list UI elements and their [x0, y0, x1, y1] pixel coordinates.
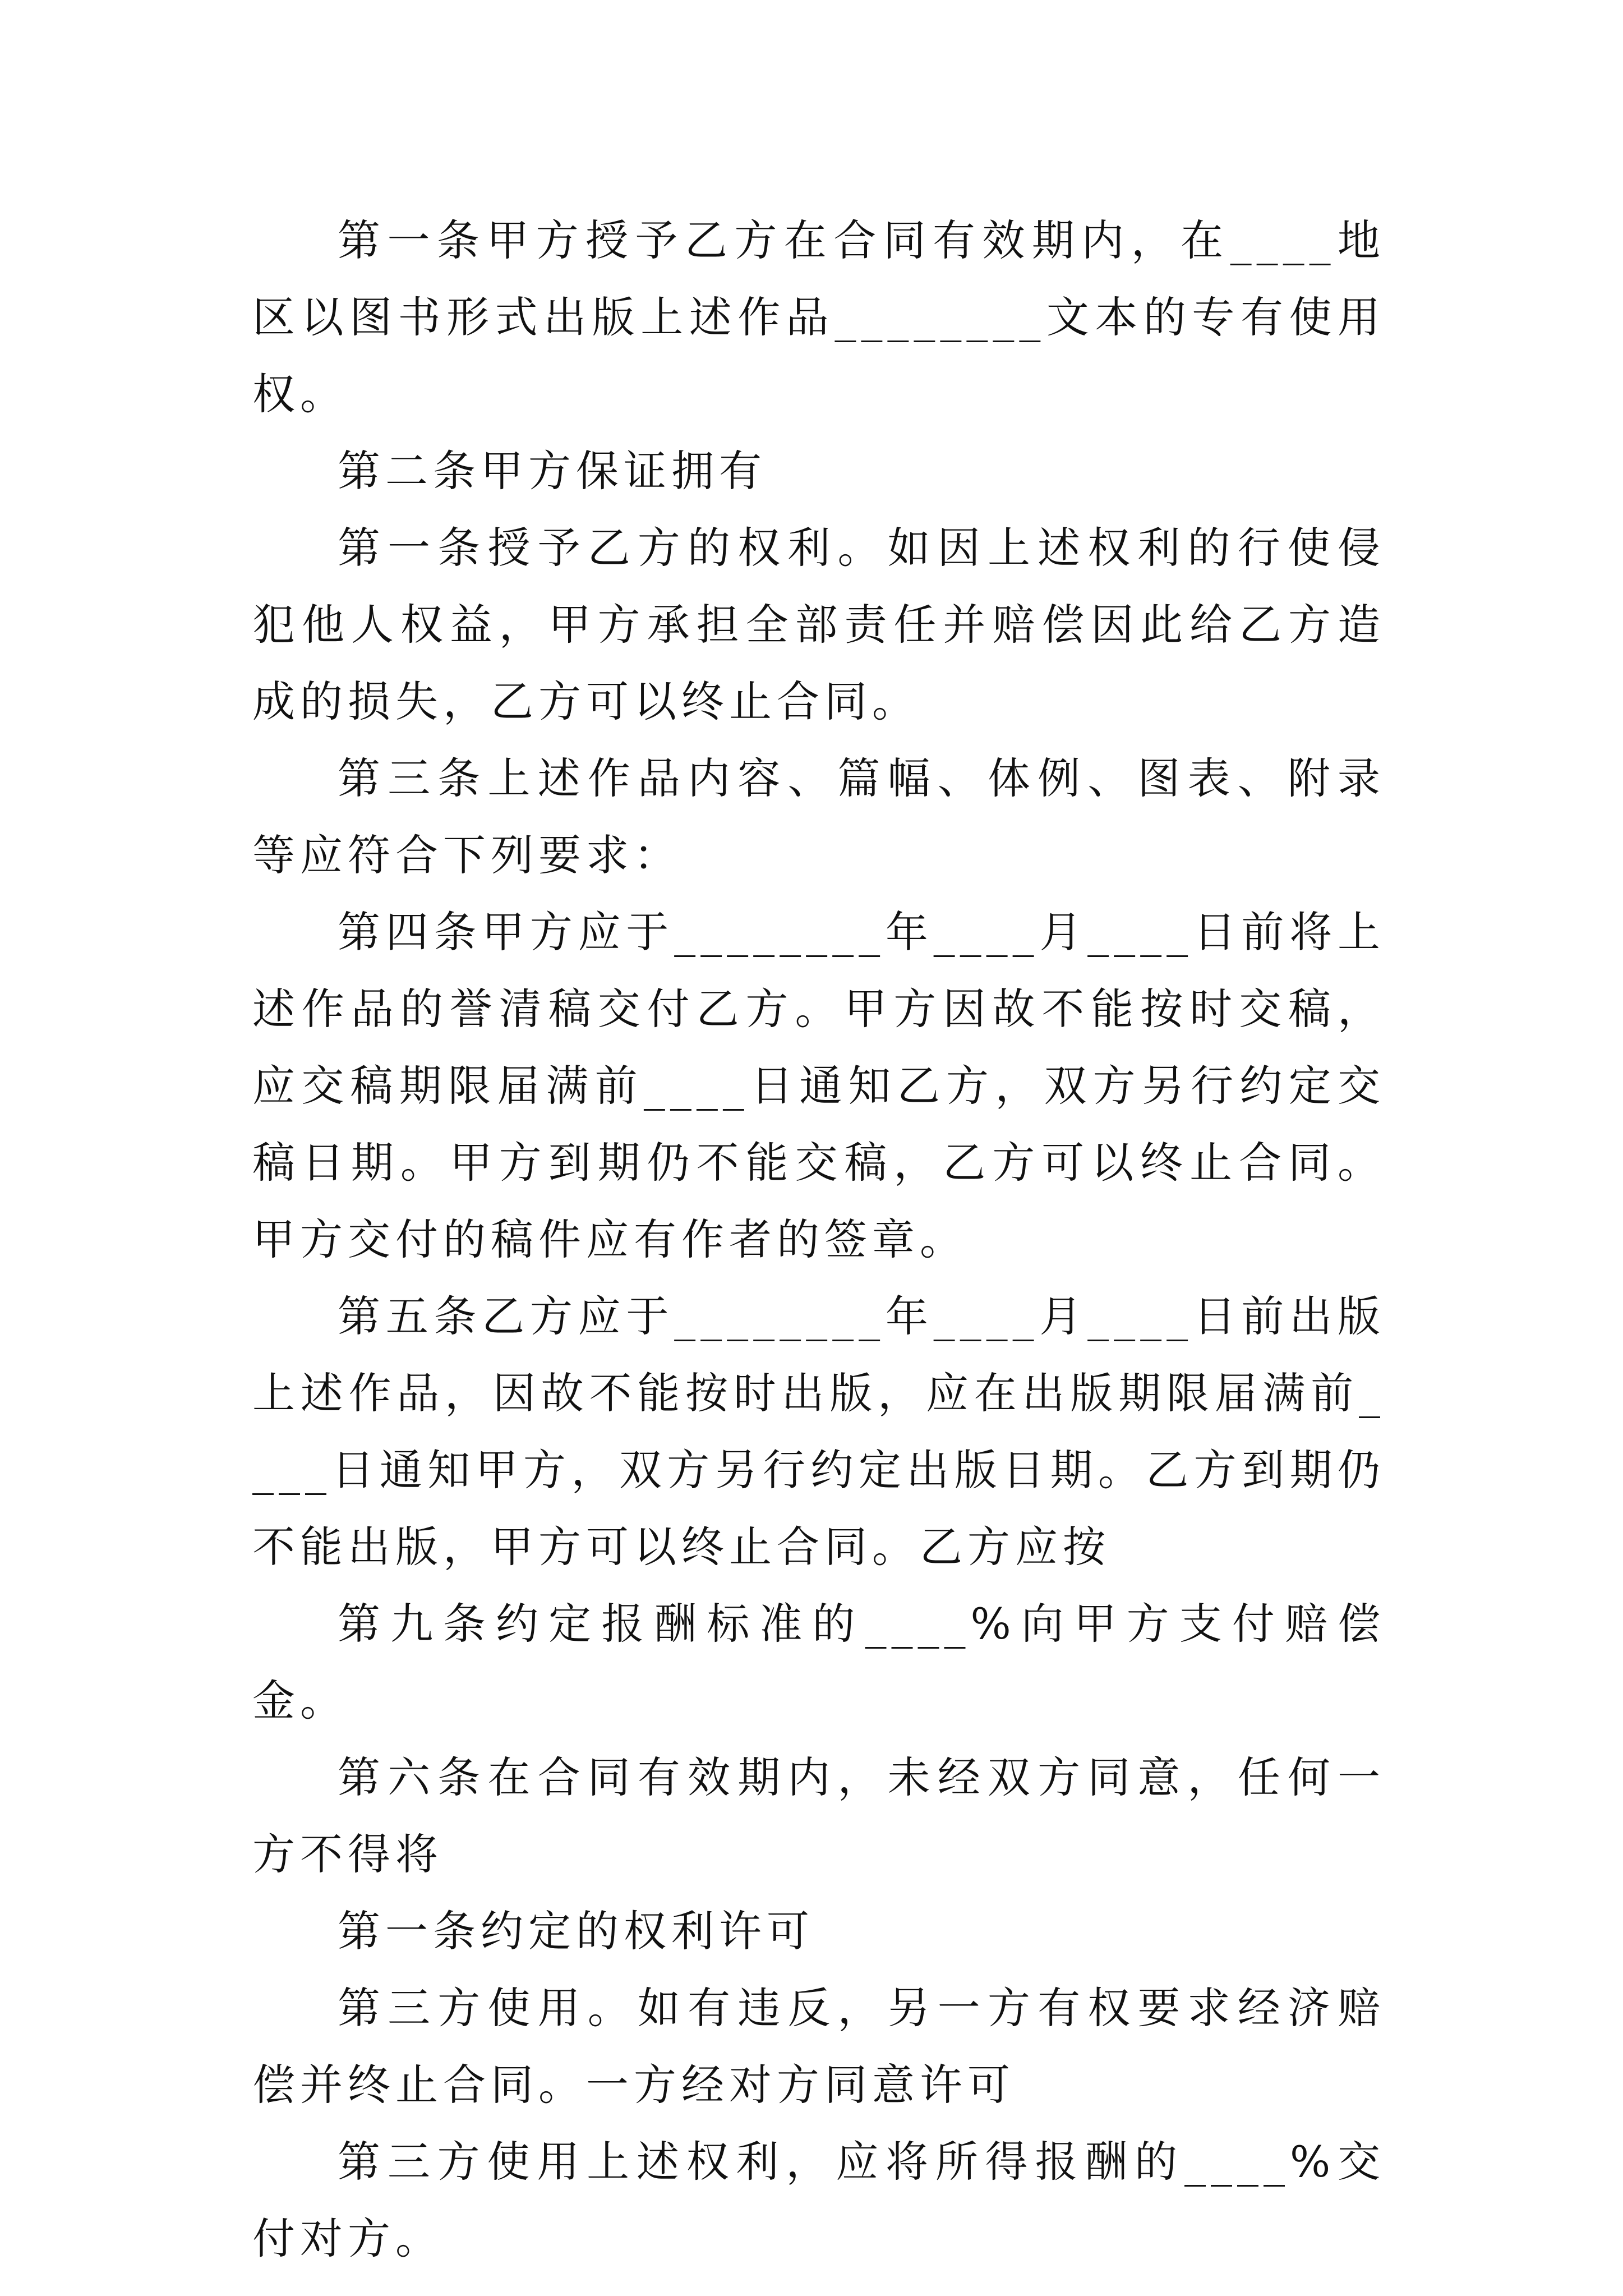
- paragraph-third-party-remuneration: 第三方使用上述权利，应将所得报酬的____%交付对方。: [252, 2137, 1385, 2263]
- paragraph-article-6: 第六条在合同有效期内，未经双方同意，任何一方不得将: [252, 1752, 1385, 1879]
- paragraph-article-1: 第一条甲方授予乙方在合同有效期内，在____地区以图书形式出版上述作品________文本的专有使用权。: [252, 215, 1385, 419]
- paragraph-article-2: 第二条甲方保证拥有: [338, 446, 767, 496]
- paragraph-compensation: 第九条约定报酬标准的____%向甲方支付赔偿金。: [252, 1599, 1385, 1726]
- paragraph-third-party-use: 第三方使用。如有违反，另一方有权要求经济赔偿并终止合同。一方经对方同意许可: [252, 1983, 1385, 2110]
- paragraph-article-3: 第三条上述作品内容、篇幅、体例、图表、附录等应符合下列要求：: [252, 753, 1385, 880]
- document-body: [252, 202, 1385, 2277]
- paragraph-rights-liability: 第一条授予乙方的权利。如因上述权利的行使侵犯他人权益，甲方承担全部责任并赔偿因此给乙方造成的损失，乙方可以终止合同。: [252, 523, 1385, 726]
- paragraph-article-5: 第五条乙方应于________年____月____日前出版上述作品，因故不能按时出版，应在出版期限届满前____日通知甲方，双方另行约定出版日期。乙方到期仍不能出版，甲方可以终止合同。乙方应按: [252, 1291, 1385, 1572]
- paragraph-license-rights: 第一条约定的权利许可: [338, 1906, 814, 1956]
- paragraph-article-4: 第四条甲方应于________年____月____日前将上述作品的誉清稿交付乙方。甲方因故不能按时交稿，应交稿期限届满前____日通知乙方，双方另行约定交稿日期。甲方到期仍不能交稿，乙方可以终止合同。甲方交付的稿件应有作者的签章。: [252, 907, 1385, 1264]
